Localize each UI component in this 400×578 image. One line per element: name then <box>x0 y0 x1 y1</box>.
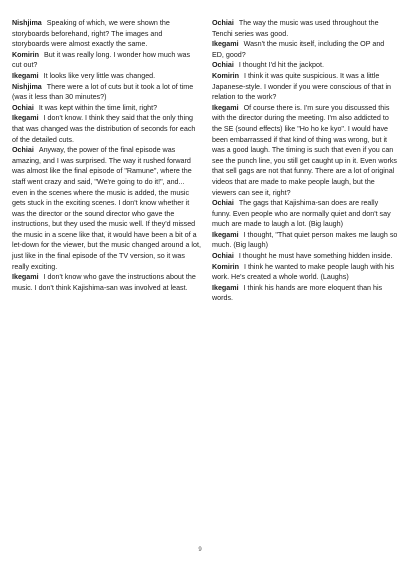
speaker-name: Ikegami <box>12 71 39 80</box>
speaker-name: Ochiai <box>12 103 34 112</box>
dialogue-text: Wasn't the music itself, including the OP and ED, good? <box>212 40 385 59</box>
dialogue-text: I think his hands are more eloquent than his words. <box>212 283 383 303</box>
dialogue-entry <box>12 82 201 103</box>
dialogue-text: Of course there is. I'm sure you discussed this with the director during the meeting. I'm also addicted to the SE (sound effects) like "Ho ho ke kyo". I would have been embarrassed if that kind of thing was wrong, but it was a good laugh. The timing is such that even if you can see the punch line, you still get caught up in it. Even works that sell gags are not that funny. There are a lot of original videos that are made to make people laugh, but the viewers can see it, right? <box>212 103 397 197</box>
speaker-name: Ochiai <box>212 199 234 208</box>
dialogue-entry <box>12 145 201 272</box>
dialogue-text: Speaking of which, we were shown the storyboards beforehand, right? The images and storyboards were almost exactly the same. <box>12 19 170 49</box>
dialogue-text: I thought, "That quiet person makes me laugh so much. (Big laugh) <box>212 230 398 250</box>
dialogue-text: It was kept within the time limit, right? <box>38 103 158 112</box>
dialogue-entry <box>212 230 398 251</box>
dialogue-text: It looks like very little was changed. <box>43 71 156 80</box>
dialogue-entry <box>212 60 398 71</box>
speaker-name: Ikegami <box>212 283 239 292</box>
dialogue-text: But it was really long. I wonder how much was cut out? <box>12 50 191 70</box>
speaker-name: Ochiai <box>212 61 234 70</box>
dialogue-entry <box>12 18 201 50</box>
dialogue-text: I thought he must have something hidden inside. <box>238 252 393 261</box>
dialogue-entry <box>12 71 201 82</box>
dialogue-text: I thought I'd hit the jackpot. <box>238 61 324 70</box>
dialogue-text: I think it was quite suspicious. It was a little Japanese-style. I wonder if you were conscious of that in relation to the work? <box>212 71 392 102</box>
speaker-name: Komirin <box>212 262 239 271</box>
speaker-name: Ikegami <box>212 230 239 239</box>
speaker-name: Nishjima <box>12 82 42 91</box>
dialogue-entry <box>212 251 398 262</box>
left-column <box>12 18 201 293</box>
dialogue-text: The way the music was used throughout the Tenchi series was good. <box>212 19 379 38</box>
dialogue-text: I don't know. I think they said that the only thing that was changed was the distribution of seconds for each of the detailed cuts. <box>12 114 196 144</box>
speaker-name: Komirin <box>12 50 39 59</box>
right-column <box>212 18 398 304</box>
dialogue-text: I don't know who gave the instructions about the music. I don't think Kajishima-san was involved at least. <box>12 273 196 292</box>
speaker-name: Ochiai <box>212 19 234 27</box>
speaker-name: Ikegami <box>12 273 39 282</box>
dialogue-text: I think he wanted to make people laugh with his work. He's created a whole world. (Laughs) <box>212 262 395 282</box>
dialogue-entry <box>212 18 398 39</box>
speaker-name: Ikegami <box>212 40 239 49</box>
dialogue-entry <box>212 262 398 283</box>
dialogue-text: The gags that Kajishima-san does are really funny. Even people who are normally quiet and don't say much are made to laugh a lot. (Big laugh) <box>212 199 391 229</box>
dialogue-entry <box>212 39 398 60</box>
speaker-name: Nishjima <box>12 19 42 27</box>
dialogue-entry <box>212 198 398 230</box>
dialogue-text: There were a lot of cuts but it took a lot of time (was it less than 30 minutes?) <box>12 82 194 102</box>
speaker-name: Ikegami <box>12 114 39 123</box>
page-number: 9 <box>198 547 202 553</box>
dialogue-entry <box>12 272 201 293</box>
dialogue-entry <box>212 283 398 304</box>
dialogue-entry <box>212 103 398 198</box>
speaker-name: Ochiai <box>212 252 234 261</box>
dialogue-text: Anyway, the power of the final episode was amazing, and I was surprised. The way it rushed forward was almost like the final episode of "Ramune", where the staff went crazy and said, "We're going to do it!", and... even in the scenes where the music is added, the music gets stuck in the exciting scenes. I don't know whether it was the director or the sound director who gave the instructions, but they used the music well. If they'd missed the music in a scene like that, it would have been a bit of a let-down for the viewer, but the music changed around a lot, just like in the final episode of the TV version, so it was really exciting. <box>12 146 201 271</box>
dialogue-entry <box>212 71 398 103</box>
dialogue-entry <box>12 113 201 145</box>
speaker-name: Komirin <box>212 71 239 80</box>
speaker-name: Ochiai <box>12 146 34 155</box>
dialogue-entry <box>12 50 201 71</box>
speaker-name: Ikegami <box>212 103 239 112</box>
dialogue-entry <box>12 103 201 114</box>
